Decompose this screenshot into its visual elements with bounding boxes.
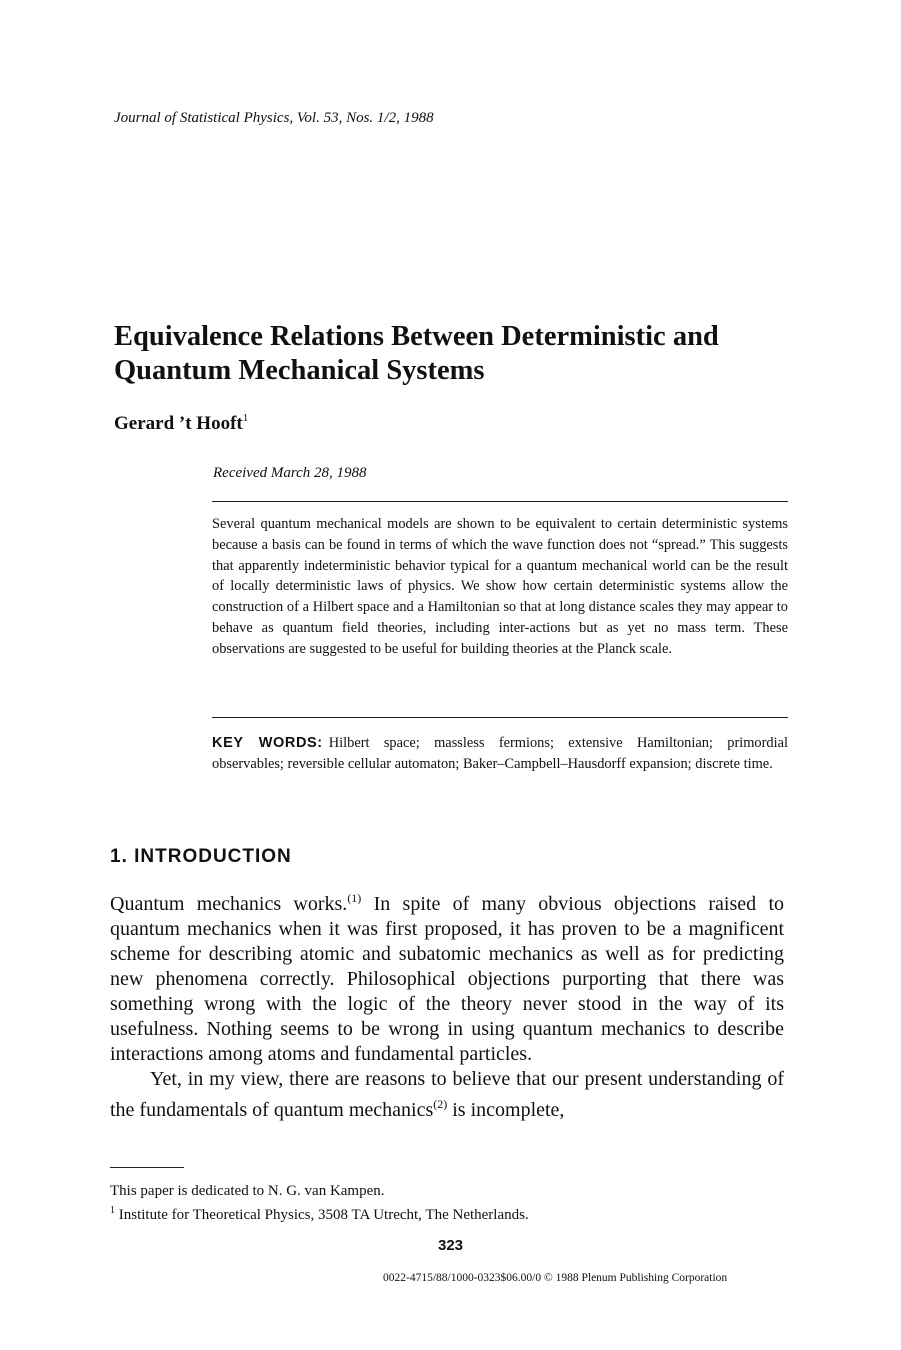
abstract: Several quantum mechanical models are shown to be equivalent to certain deterministic systems because a basis can be found in terms of which the wave function does not “spread.” This suggests that apparently indeterministic behavior typical for a quantum mechanical world can be the result of locally deterministic laws of physics. We show how certain deterministic systems allow the construction of a Hilbert space and a Hamiltonian so that at long distance scales they may appear to behave as quantum field theories, including inter-actions but as yet no mass term. These observations are suggested to be useful for building theories at the Planck scale. <box>212 516 788 657</box>
journal-header: Journal of Statistical Physics, Vol. 53, Nos. 1/2, 1988 <box>114 110 434 126</box>
keywords-label: KEY WORDS: <box>212 735 323 751</box>
title-line-1: Equivalence Relations Between Deterministic and <box>114 321 719 352</box>
paragraph-2-start: Yet, in my view, there are reasons to believe that our present understanding of the fundamentals of quantum mechanics <box>110 1068 784 1121</box>
title-line-2: Quantum Mechanical Systems <box>114 355 485 386</box>
author-footnote-mark: 1 <box>242 412 249 424</box>
keywords <box>212 733 788 775</box>
received-date: Received March 28, 1988 <box>213 465 367 481</box>
section-heading: 1. INTRODUCTION <box>110 846 292 867</box>
footnote-rule <box>110 1167 184 1168</box>
paragraph-1-rest: In spite of many obvious objections raised to quantum mechanics when it was first proposed, it has proven to be a magnificent scheme for describing atomic and subatomic mechanics as well as for predicting new phenomena correctly. Philosophical objections purporting that there was something wrong with the logic of the theory never stood in the way of its usefulness. Nothing seems to be wrong in using quantum mechanics to describe interactions among atoms and fundamental particles. <box>110 893 784 1065</box>
footnote-1 <box>110 1205 529 1224</box>
abstract-top-rule <box>212 501 788 502</box>
paragraph-2 <box>110 1067 784 1123</box>
footnote-1-mark: 1 <box>110 1205 115 1216</box>
author-name: Gerard ’t Hooft <box>114 413 243 434</box>
citation-1: (1) <box>347 891 362 905</box>
footnote-1-text: Institute for Theoretical Physics, 3508 TA Utrecht, The Netherlands. <box>115 1207 529 1223</box>
citation-2: (2) <box>433 1097 448 1111</box>
copyright-line: 0022-4715/88/1000-0323$06.00/0 © 1988 Plenum Publishing Corporation <box>383 1272 728 1284</box>
keywords-text: Hilbert space; massless fermions; extensive Hamiltonian; primordial observables; reversible cellular automaton; Baker–Campbell–Hausdorff expansion; discrete time. <box>212 735 788 772</box>
body-text <box>110 886 784 1123</box>
abstract-bottom-rule <box>212 717 788 718</box>
author <box>114 412 248 435</box>
footnote-dedication: This paper is dedicated to N. G. van Kampen. <box>110 1183 385 1199</box>
paragraph-1 <box>110 886 784 1067</box>
paragraph-2-rest: is incomplete, <box>447 1099 565 1121</box>
paragraph-1-start: Quantum mechanics works. <box>110 893 348 915</box>
paper-title <box>114 320 814 388</box>
page-number: 323 <box>437 1237 464 1254</box>
